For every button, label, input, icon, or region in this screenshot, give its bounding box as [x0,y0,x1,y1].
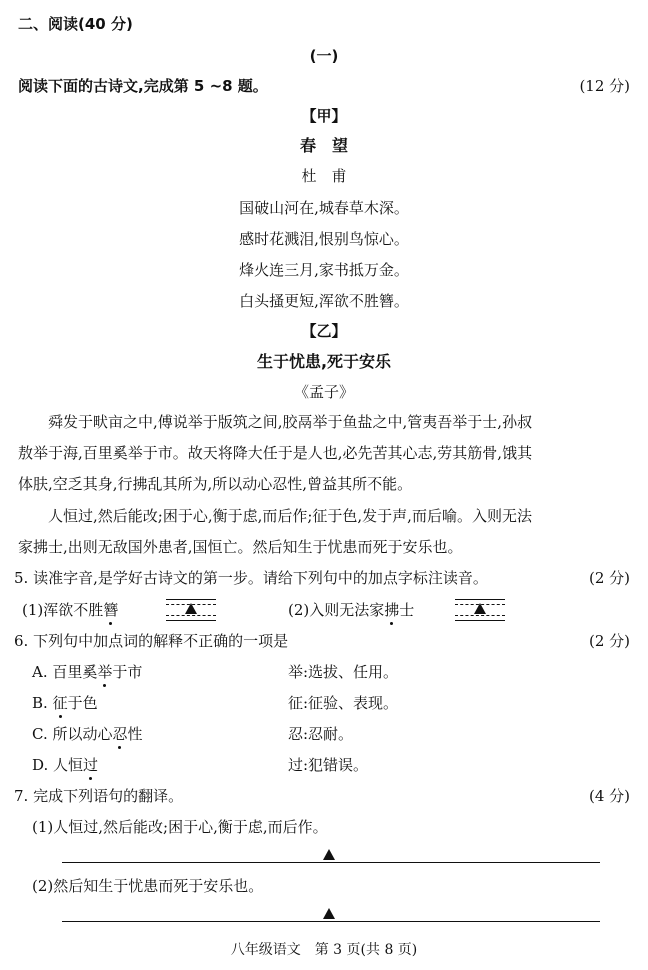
prose-source: 《孟子》 [293,383,354,401]
option-text: B. [32,694,53,712]
triangle-icon [474,603,486,614]
poem-line: 国破山河在,城春草木深。 [239,199,409,217]
poem-line: 白头搔更短,浑欲不胜簪。 [239,292,409,310]
option-text: 性 [127,725,143,743]
poem-title: 春 望 [299,136,348,155]
q5-item2-dotted-char: 拂 [384,601,400,619]
q6-option-a-explain: 举:选拔、任用。 [288,663,399,681]
q7-answer-line-1[interactable] [62,862,600,863]
option-dotted-char: 忍 [112,725,128,743]
q5-answer-box-2[interactable] [455,599,505,621]
poem-author: 杜 甫 [301,167,347,185]
q5-item2 [288,600,414,620]
q6-stem: 6. 下列句中加点词的解释不正确的一项是 [14,632,289,650]
triangle-icon [323,908,335,919]
q6-option-b [32,693,98,713]
prose-line: 体肤,空乏其身,行拂乱其所为,所以动心忍性,曾益其所不能。 [18,475,413,493]
option-text: A. 百里奚 [32,663,98,681]
option-text: C. 所以动心 [32,725,113,743]
prose-line: 家拂士,出则无敌国外患者,国恒亡。然后知生于忧患而死于安乐也。 [18,538,463,556]
q5-item1-dotted-char: 簪 [103,601,119,619]
q5-item2-post: 士 [399,601,415,619]
q5-score: (2 分) [588,569,630,587]
q6-option-d [32,755,98,775]
triangle-icon [323,849,335,860]
q5-item1-pre: (1)浑欲不胜 [22,601,104,619]
q6-option-d-explain: 过:犯错误。 [288,756,369,774]
q6-score: (2 分) [588,632,630,650]
prose-line: 舜发于畎亩之中,傅说举于版筑之间,胶鬲举于鱼盐之中,管夷吾举于士,孙叔 [48,413,533,431]
option-dotted-char: 过 [83,756,99,774]
page-footer: 八年级语文 第 3 页(共 8 页) [230,942,418,958]
part-number: (一) [309,47,339,65]
q7-item2: (2)然后知生于忧患而死于安乐也。 [32,877,264,895]
option-text: D. 人恒 [32,756,84,774]
q7-item1: (1)人恒过,然后能改;困于心,衡于虑,而后作。 [32,818,328,836]
option-dotted-char: 征 [52,694,68,712]
q6-option-a [32,662,142,682]
triangle-icon [185,603,197,614]
prose-line: 人恒过,然后能改;困于心,衡于虑,而后作;征于色,发于声,而后喻。入则无法 [48,507,532,525]
q5-item2-pre: (2)入则无法家 [288,601,385,619]
jia-label: 【甲】 [301,107,347,125]
section-title: 二、阅读(40 分) [18,15,133,33]
option-text: 于市 [112,663,143,681]
q5-stem: 5. 读准字音,是学好古诗文的第一步。请给下列句中的加点字标注读音。 [14,569,488,587]
q7-answer-line-2[interactable] [62,921,600,922]
q7-stem: 7. 完成下列语句的翻译。 [14,787,184,805]
intro-score: (12 分) [579,77,630,95]
yi-label: 【乙】 [301,322,347,340]
poem-line: 感时花溅泪,恨别鸟惊心。 [239,230,409,248]
q7-score: (4 分) [588,787,630,805]
q6-option-c-explain: 忍:忍耐。 [288,725,354,743]
q6-option-c [32,724,143,744]
intro-text: 阅读下面的古诗文,完成第 5 ~8 题。 [18,77,268,95]
q5-item1 [22,600,118,620]
q6-option-b-explain: 征:征验、表现。 [288,694,399,712]
prose-line: 敖举于海,百里奚举于市。故天将降大任于是人也,必先苦其心志,劳其筋骨,饿其 [18,444,533,462]
option-text: 于色 [67,694,98,712]
q5-answer-box-1[interactable] [166,599,216,621]
poem-line: 烽火连三月,家书抵万金。 [239,261,409,279]
option-dotted-char: 举 [97,663,113,681]
prose-title: 生于忧患,死于安乐 [256,352,392,371]
